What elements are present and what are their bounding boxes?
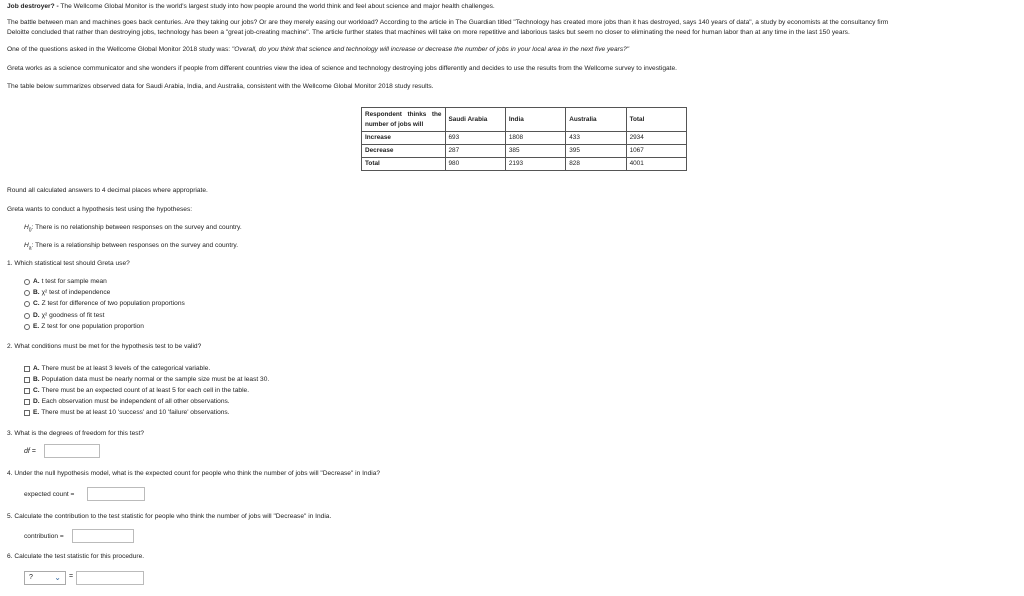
option-letter: B.: [33, 289, 40, 296]
table-row: [362, 145, 687, 158]
option-letter: E.: [33, 409, 40, 416]
question-3-prompt: 3. What is the degrees of freedom for this test?: [7, 430, 145, 437]
test-statistic-input[interactable]: [76, 571, 144, 585]
problem-title: [7, 3, 495, 11]
q2-option-d[interactable]: [24, 398, 230, 406]
table-cell: 980: [445, 158, 505, 171]
option-text: Z test for difference of two population proportions: [41, 300, 185, 307]
table-header-cell: India: [505, 108, 565, 132]
table-cell: 1067: [626, 145, 686, 158]
option-letter: B.: [33, 376, 40, 383]
radio-button[interactable]: [24, 279, 30, 285]
select-value: ?: [29, 573, 33, 581]
survey-question-paragraph: [7, 46, 629, 54]
table-cell: 4001: [626, 158, 686, 171]
table-header-cell: Total: [626, 108, 686, 132]
checkbox[interactable]: [24, 399, 30, 405]
q2-option-a[interactable]: [24, 365, 210, 373]
intro-paragraph-line1: The battle between man and machines goes back centuries. Are they taking our jobs? Or are they merely easing our workload? According to the article in The Guardian titled "Technology has created more jobs than it has destroyed, says 140 years of data", a study by economists at the consultancy firm: [7, 19, 889, 26]
q1-option-e[interactable]: [24, 323, 144, 331]
option-text: Population data must be nearly normal or the sample size must be at least 30.: [41, 376, 270, 383]
table-cell: Total: [362, 158, 446, 171]
option-text: t test for sample mean: [41, 278, 107, 285]
q1-option-a[interactable]: [24, 278, 107, 286]
survey-question-text: "Overall, do you think that science and technology will increase or decrease the number of jobs in your local area in the next five years?": [231, 46, 630, 53]
null-hypothesis-subscript: 0: [28, 227, 32, 234]
table-cell: 385: [505, 145, 565, 158]
table-cell: 828: [566, 158, 626, 171]
alternative-hypothesis: [24, 242, 238, 252]
option-letter: D.: [33, 312, 40, 319]
option-text: There must be an expected count of at least 5 for each cell in the table.: [41, 387, 250, 394]
table-row: [362, 158, 687, 171]
greta-paragraph: Greta works as a science communicator and she wonders if people from different countries view the idea of science and technology destroying jobs differently and decides to use the results from the Wellcome survey to investigate.: [7, 65, 677, 72]
option-letter: C.: [33, 300, 40, 307]
test-statistic-select[interactable]: [24, 571, 66, 585]
checkbox[interactable]: [24, 366, 30, 372]
table-header-cell: Respondent thinks the number of jobs will: [362, 108, 446, 132]
observed-data-table: [361, 107, 687, 171]
option-text: There must be at least 10 'success' and 10 'failure' observations.: [41, 409, 230, 416]
question-1-prompt: 1. Which statistical test should Greta use?: [7, 260, 130, 267]
df-input[interactable]: [44, 444, 100, 458]
expected-count-input[interactable]: [87, 487, 145, 501]
survey-question-prefix: One of the questions asked in the Wellcome Global Monitor 2018 study was:: [7, 46, 232, 53]
equals-sign: =: [69, 573, 74, 580]
radio-button[interactable]: [24, 290, 30, 296]
null-hypothesis-symbol: H: [24, 224, 29, 231]
hypothesis-intro: Greta wants to conduct a hypothesis test using the hypotheses:: [7, 206, 193, 213]
option-text: χ² test of independence: [41, 289, 111, 296]
rounding-instruction: Round all calculated answers to 4 decimal places where appropriate.: [7, 187, 208, 194]
chevron-down-icon: ⌄: [54, 573, 61, 582]
checkbox[interactable]: [24, 410, 30, 416]
df-label: df =: [24, 448, 36, 455]
table-cell: 395: [566, 145, 626, 158]
table-cell: 1808: [505, 132, 565, 145]
table-cell: 287: [445, 145, 505, 158]
radio-button[interactable]: [24, 301, 30, 307]
alt-hypothesis-subscript: a: [28, 245, 32, 252]
option-text: There must be at least 3 levels of the categorical variable.: [41, 365, 211, 372]
table-intro-paragraph: The table below summarizes observed data for Saudi Arabia, India, and Australia, consistent with the Wellcome Global Monitor 2018 study results.: [7, 83, 434, 90]
alt-hypothesis-symbol: H: [24, 242, 29, 249]
radio-button[interactable]: [24, 324, 30, 330]
option-letter: D.: [33, 398, 40, 405]
q1-option-b[interactable]: [24, 289, 110, 297]
q2-option-c[interactable]: [24, 387, 249, 395]
title-rest: The Wellcome Global Monitor is the world's largest study into how people around the world think and feel about science and major health challenges.: [58, 3, 495, 10]
table-header-cell: Australia: [566, 108, 626, 132]
question-6-prompt: 6. Calculate the test statistic for this procedure.: [7, 553, 145, 560]
table-header-row: [362, 108, 687, 132]
question-5-prompt: 5. Calculate the contribution to the test statistic for people who think the number of jobs will "Decrease" in India.: [7, 513, 332, 520]
null-hypothesis: [24, 224, 242, 234]
table-cell: 2934: [626, 132, 686, 145]
option-letter: C.: [33, 387, 40, 394]
title-bold: Job destroyer? -: [7, 3, 59, 10]
radio-button[interactable]: [24, 313, 30, 319]
alt-hypothesis-text: : There is a relationship between responses on the survey and country.: [31, 242, 239, 249]
option-letter: A.: [33, 365, 40, 372]
q1-option-c[interactable]: [24, 300, 185, 308]
checkbox[interactable]: [24, 388, 30, 394]
expected-count-label: expected count =: [24, 491, 75, 498]
q2-option-b[interactable]: [24, 376, 269, 384]
q2-option-e[interactable]: [24, 409, 230, 417]
option-text: χ² goodness of fit test: [41, 312, 105, 319]
checkbox[interactable]: [24, 377, 30, 383]
question-2-prompt: 2. What conditions must be met for the hypothesis test to be valid?: [7, 343, 202, 350]
option-text: Each observation must be independent of all other observations.: [41, 398, 230, 405]
intro-paragraph-line2: Deloitte concluded that rather than destroying jobs, technology has been a "great job-creating machine". The article further states that machines will take on more repetitive and laborious tasks but seem no closer to eliminating the need for human labor than at any time in the last 150 years.: [7, 29, 850, 36]
table-cell: Increase: [362, 132, 446, 145]
option-text: Z test for one population proportion: [41, 323, 144, 330]
table-header-cell: Saudi Arabia: [445, 108, 505, 132]
contribution-input[interactable]: [72, 529, 134, 543]
table-row: [362, 132, 687, 145]
null-hypothesis-text: : There is no relationship between responses on the survey and country.: [31, 224, 242, 231]
question-4-prompt: 4. Under the null hypothesis model, what is the expected count for people who think the number of jobs will "Decrease" in India?: [7, 470, 381, 477]
option-letter: E.: [33, 323, 40, 330]
contribution-label: contribution =: [24, 533, 64, 540]
q1-option-d[interactable]: [24, 312, 104, 320]
table-cell: 433: [566, 132, 626, 145]
table-cell: Decrease: [362, 145, 446, 158]
table-cell: 2193: [505, 158, 565, 171]
option-letter: A.: [33, 278, 40, 285]
table-cell: 693: [445, 132, 505, 145]
